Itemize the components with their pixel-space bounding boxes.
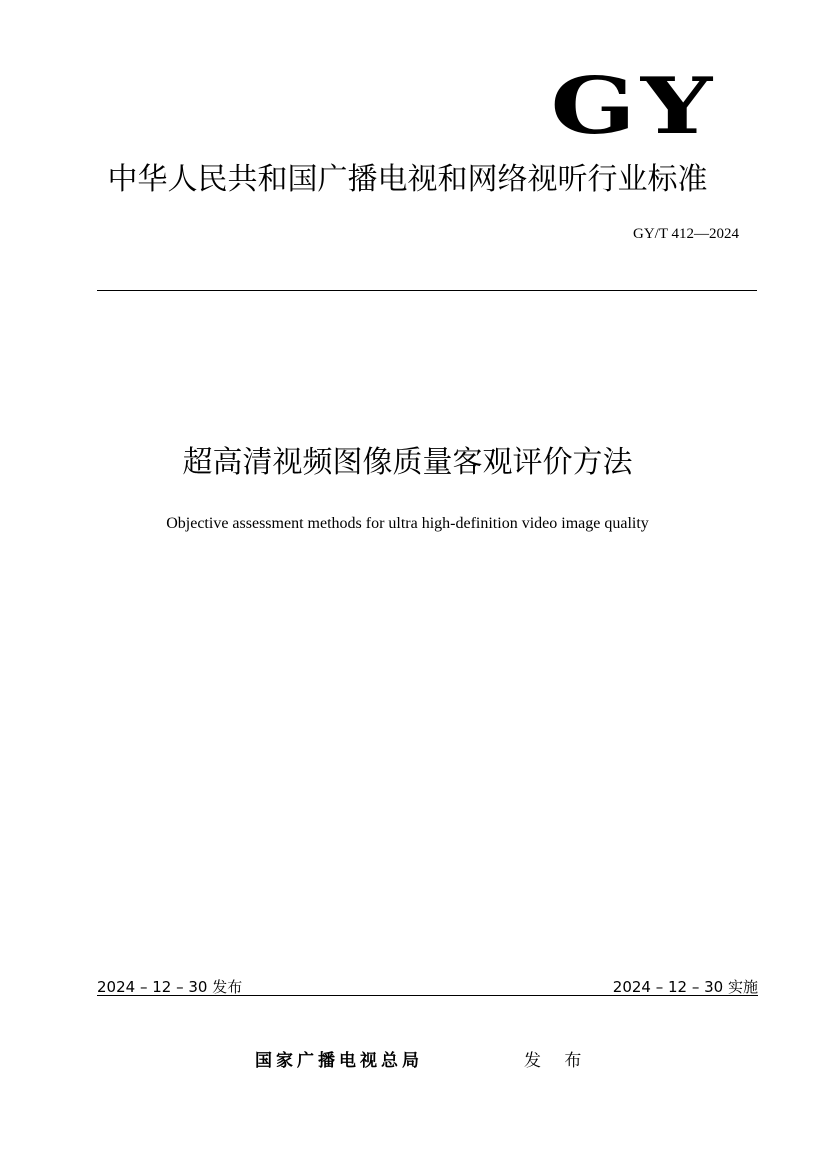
issue-date: 2024 – 12 – 30 发布 xyxy=(97,978,243,996)
standard-category: 中华人民共和国广播电视和网络视听行业标准 xyxy=(107,162,708,197)
implementation-date: 2024 – 12 – 30 实施 xyxy=(612,978,758,996)
title-english: Objective assessment methods for ultra high-definition video image quality xyxy=(166,515,649,532)
standard-number: GY/T 412—2024 xyxy=(633,226,739,242)
title-chinese: 超高清视频图像质量客观评价方法 xyxy=(182,445,633,480)
gy-logo: GY xyxy=(550,61,717,152)
bottom-divider xyxy=(97,995,758,996)
publish-label: 发 布 xyxy=(524,1051,591,1071)
publisher-name: 国家广播电视总局 xyxy=(255,1051,423,1071)
top-divider xyxy=(97,290,757,291)
